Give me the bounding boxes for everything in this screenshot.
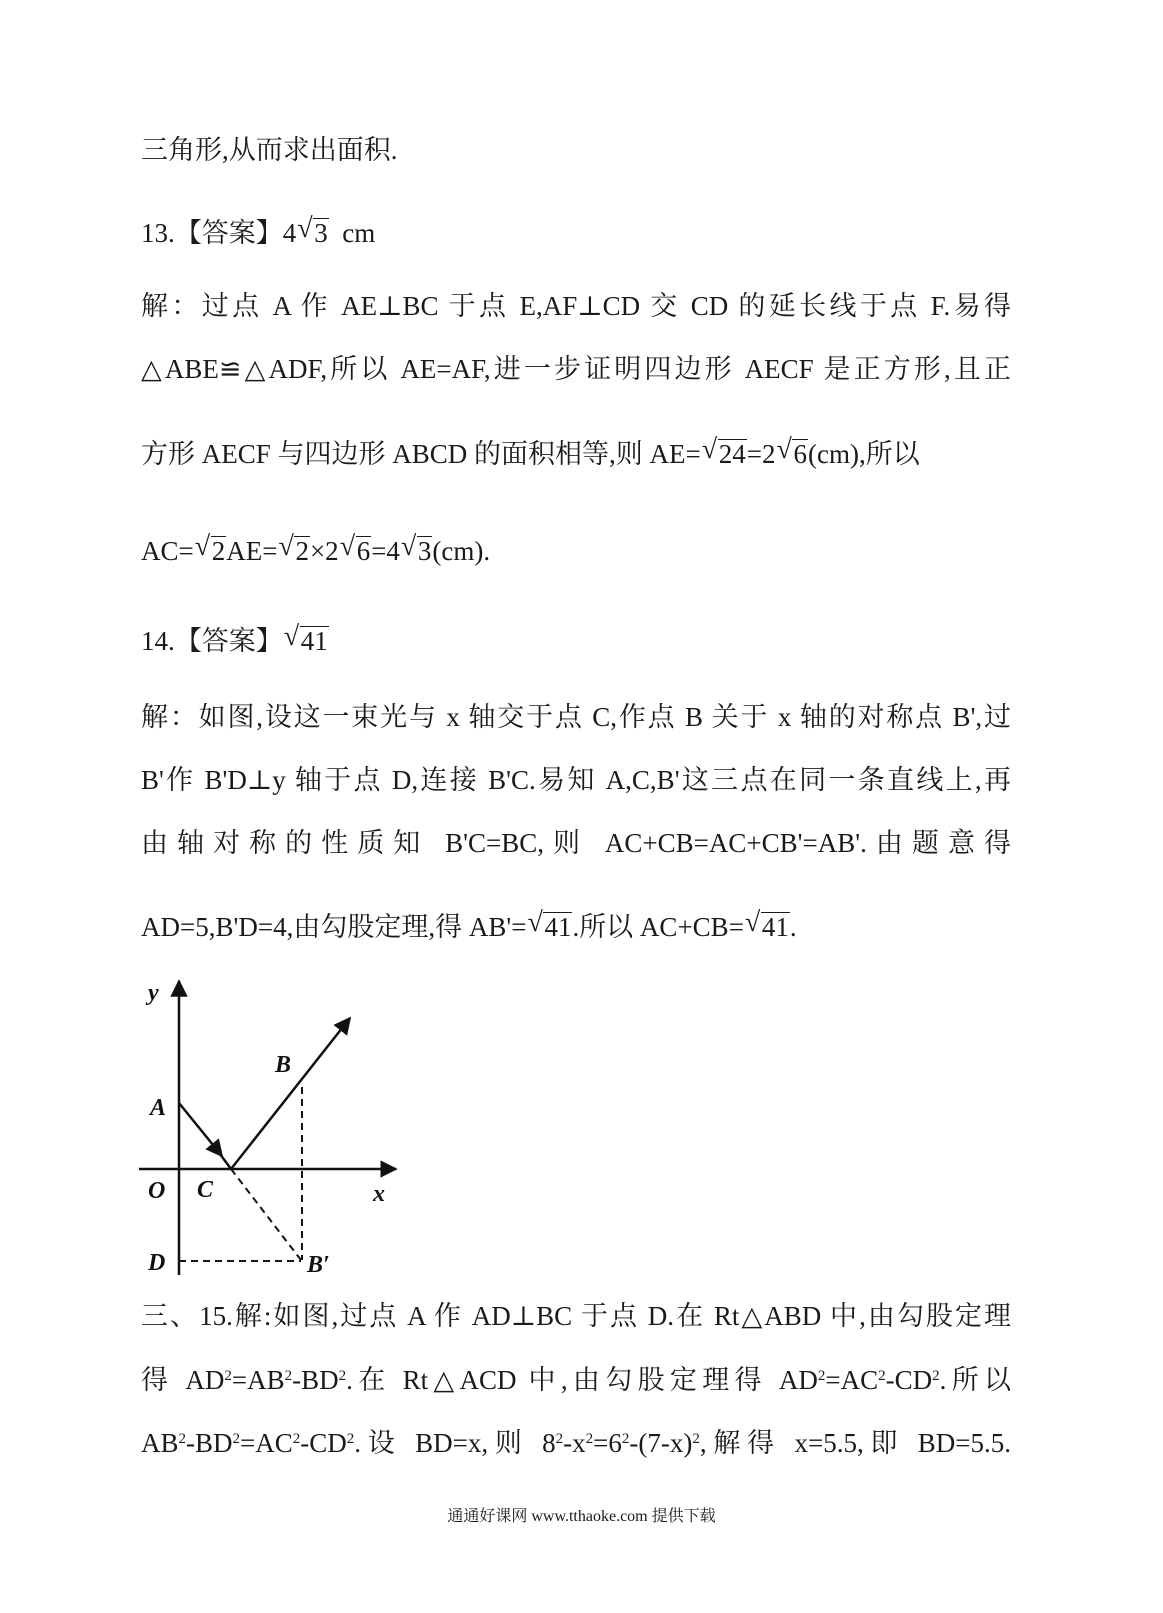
dashed-c-to-bprime bbox=[231, 1169, 301, 1260]
sqrt-radical: √ 41 bbox=[745, 912, 790, 941]
ray-a-to-c-tail bbox=[220, 1154, 231, 1169]
solution-15-line-3: $AB^2-BD^2=AC^2-CD^2$.设 BD=x,则 $8^2-x^2=6^2-(7-x)^2$,解得 x=5.5,即 BD=5.5. bbox=[141, 1428, 1012, 1458]
label-a: A bbox=[150, 1095, 167, 1121]
ray-a-to-c bbox=[179, 1103, 222, 1156]
label-c: C bbox=[197, 1177, 214, 1203]
solution-15-line-2: 得 $AD^2=AB^2-BD^2$.在 Rt△ACD 中,由勾股定理得 $AD^2=AC^2-CD^2$.所以 bbox=[141, 1365, 1012, 1395]
solution-14-line-3: 由轴对称的性质知 B'C=BC,则 AC+CB=AC+CB'=AB'.由题意得 bbox=[141, 828, 1011, 858]
solution-15-line-1: 三、15.解:如图,过点 A 作 AD⊥BC 于点 D.在 Rt△ABD 中,由勾股定理 bbox=[141, 1301, 1011, 1331]
solution-14-line-1: 解：如图,设这一束光与 x 轴交于点 C,作点 B 关于 x 轴的对称点 B',过 bbox=[141, 702, 1011, 732]
solution-14-line-4: AD=5,B'D=4,由勾股定理,得 AB'=√ 41.所以 AC+CB=√ 41. bbox=[141, 912, 797, 941]
sqrt-radical: √ 41 bbox=[527, 912, 572, 941]
solution-14-line-2: B'作 B'D⊥y 轴于点 D,连接 B'C.易知 A,C,B'这三点在同一条直线上,再 bbox=[141, 765, 1011, 795]
answer-13-unit: cm bbox=[342, 218, 376, 248]
solution-13-line-4: AC=√ 2AE=√ 2×2√ 6=4√ 3(cm). bbox=[141, 536, 490, 565]
label-d: D bbox=[148, 1250, 166, 1276]
ray-c-to-b bbox=[231, 1018, 350, 1169]
sqrt-radical: √ 2 bbox=[278, 536, 310, 565]
answer-13-prefix: 13.【答案】4 bbox=[141, 218, 297, 248]
label-o: O bbox=[148, 1178, 166, 1204]
label-b-prime: B′ bbox=[307, 1252, 330, 1278]
coordinate-diagram bbox=[136, 975, 406, 1280]
reflection-figure bbox=[136, 975, 406, 1280]
sqrt-radical: √ 6 bbox=[340, 536, 372, 565]
solution-13-line-2: △ABE≌△ADF,所以 AE=AF,进一步证明四边形 AECF 是正方形,且正 bbox=[141, 354, 1011, 384]
sqrt-radical: √ 24 bbox=[702, 439, 747, 468]
sqrt-radical: √ 3 bbox=[401, 536, 433, 565]
answer-13 bbox=[141, 218, 375, 247]
solution-13-line-3: 方形 AECF 与四边形 ABCD 的面积相等,则 AE=√ 24=2√ 6(cm),所以 bbox=[141, 439, 920, 468]
sqrt-radical: √ 2 bbox=[195, 536, 227, 565]
sqrt-radical: √ 6 bbox=[776, 439, 808, 468]
label-y: y bbox=[148, 980, 159, 1006]
footer-watermark: 通通好课网 www.tthaoke.com 提供下载 bbox=[447, 1508, 716, 1525]
label-b: B bbox=[275, 1052, 292, 1078]
sqrt-radical: √ 41 bbox=[284, 626, 329, 655]
sqrt-radical: √ 3 bbox=[297, 218, 329, 247]
answer-14: 14.【答案】√ 41 bbox=[141, 626, 329, 655]
label-x: x bbox=[373, 1181, 385, 1207]
solution-13-line-1: 解：过点 A 作 AE⊥BC 于点 E,AF⊥CD 交 CD 的延长线于点 F.易得 bbox=[141, 291, 1011, 321]
text-line-1: 三角形,从而求出面积. bbox=[141, 135, 398, 165]
